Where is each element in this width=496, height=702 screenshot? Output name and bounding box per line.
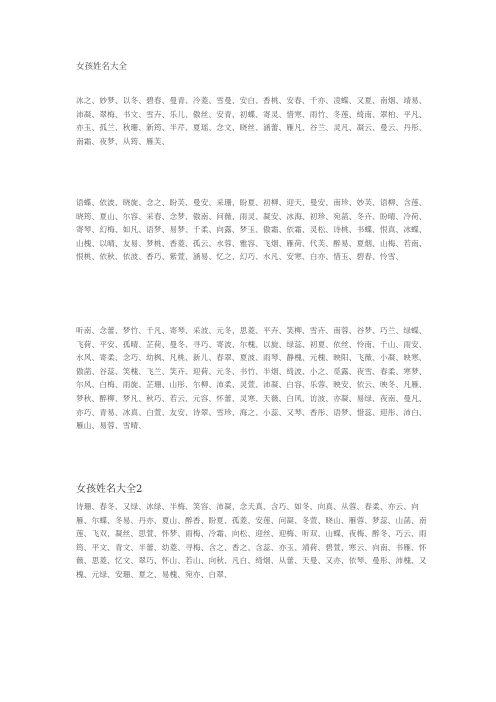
name-list-paragraph: 冰之、妙梦、以冬、碧春、曼青、冷菱、雪曼、安白、香桃、安春、千亦、凌蝶、又夏、南烟、靖易、沛凝、翠梅、书文、雪卉、乐儿、傲丝、安青、初蝶、寄灵、惜寒、雨竹、冬莲、绮南、翠柏、平凡、亦玉、孤兰、秋珊、新筠、半芹、夏瑶、念文、晓丝、涵蕾、雁凡、谷兰、灵凡、凝云、曼云、丹彤、南霜、夜梦、从筠、雁芙、 <box>76 96 427 146</box>
name-list-paragraph: 听南、念蕾、梦竹、千凡、寄琴、采波、元冬、思菱、平卉、笑柳、雪卉、南蓉、谷梦、巧兰、绿蝶、飞荷、平安、孤晴、芷荷、曼冬、寻巧、寄波、尔槐、以旋、绿蕊、初夏、依丝、怜南、千山、雨安、水风、寄柔、念巧、幼枫、凡桃、新儿、春翠、夏波、雨琴、静槐、元槐、映阳、飞薇、小凝、映寒、傲菡、谷蕊、笑槐、飞兰、笑卉、迎荷、元冬、书竹、半烟、绮波、小之、觅露、夜雪、春柔、寒梦、尔风、白梅、雨旋、芷珊、山彤、尔柳、沛柔、灵萱、沛凝、白容、乐蓉、映安、依云、映冬、凡雁、梦秋、醉柳、梦凡、秋巧、若云、元容、怀蕾、灵寒、天薇、白风、访波、亦凝、易绿、夜南、曼凡、亦巧、青易、冰真、白萱、友安、诗翠、雪珍、海之、小蕊、又琴、香彤、语梦、惜蕊、迎彤、沛白、雁山、易蓉、雪晴、 <box>76 326 427 431</box>
document-title: 女孩姓名大全 <box>76 62 128 72</box>
section-title: 女孩姓名大全2 <box>76 484 143 495</box>
name-list-paragraph: 诗珊、春冬、又绿、冰绿、半梅、笑容、沛凝、念天真、含巧、如冬、向真、从蓉、春柔、亦云、向雁、尔蝶、冬易、丹亦、夏山、醉香、盼夏、孤菱、安莲、问凝、冬萱、晓山、雁蓉、梦蕊、山菡、南莲、飞双、凝丝、思萱、怀梦、雨梅、冷霜、向松、迎丝、迎梅、听双、山蝶、夜梅、醉冬、巧云、雨筠、平文、青文、半蕾、幼菱、寻梅、含之、香之、含蕊、亦玉、靖荷、碧萱、寒云、向南、书雁、怀薇、思菱、忆文、翠巧、怀山、若山、向秋、凡白、绮烟、从蕾、天曼、又亦、依琴、曼彤、沛槐、又槐、元绿、安珊、夏之、易槐、宛亦、白翠、 <box>76 502 427 579</box>
name-list-paragraph: 语蝶、依波、晓旋、念之、盼芙、曼安、采珊、盼夏、初柳、迎天、曼安、南珍、妙芙、语柳、含莲、晓筠、夏山、尔容、采春、念梦、傲南、问薇、雨灵、凝安、冰海、初珍、宛菡、冬卉、盼晴、冷荷、寄琴、幻梅、如凡、语梦、易梦、千柔、向露、梦玉、傲霜、依霜、灵松、诗桃、书蝶、恨真、冰蝶、山槐、以晴、友易、梦桃、香菱、孤云、水蓉、雅容、飞烟、雁荷、代芙、醉易、夏烟、山梅、若南、恨桃、依秋、依波、香巧、紫萱、涵易、忆之、幻巧、水凡、安寒、白亦、惜玉、碧春、怜雪、 <box>76 198 427 262</box>
